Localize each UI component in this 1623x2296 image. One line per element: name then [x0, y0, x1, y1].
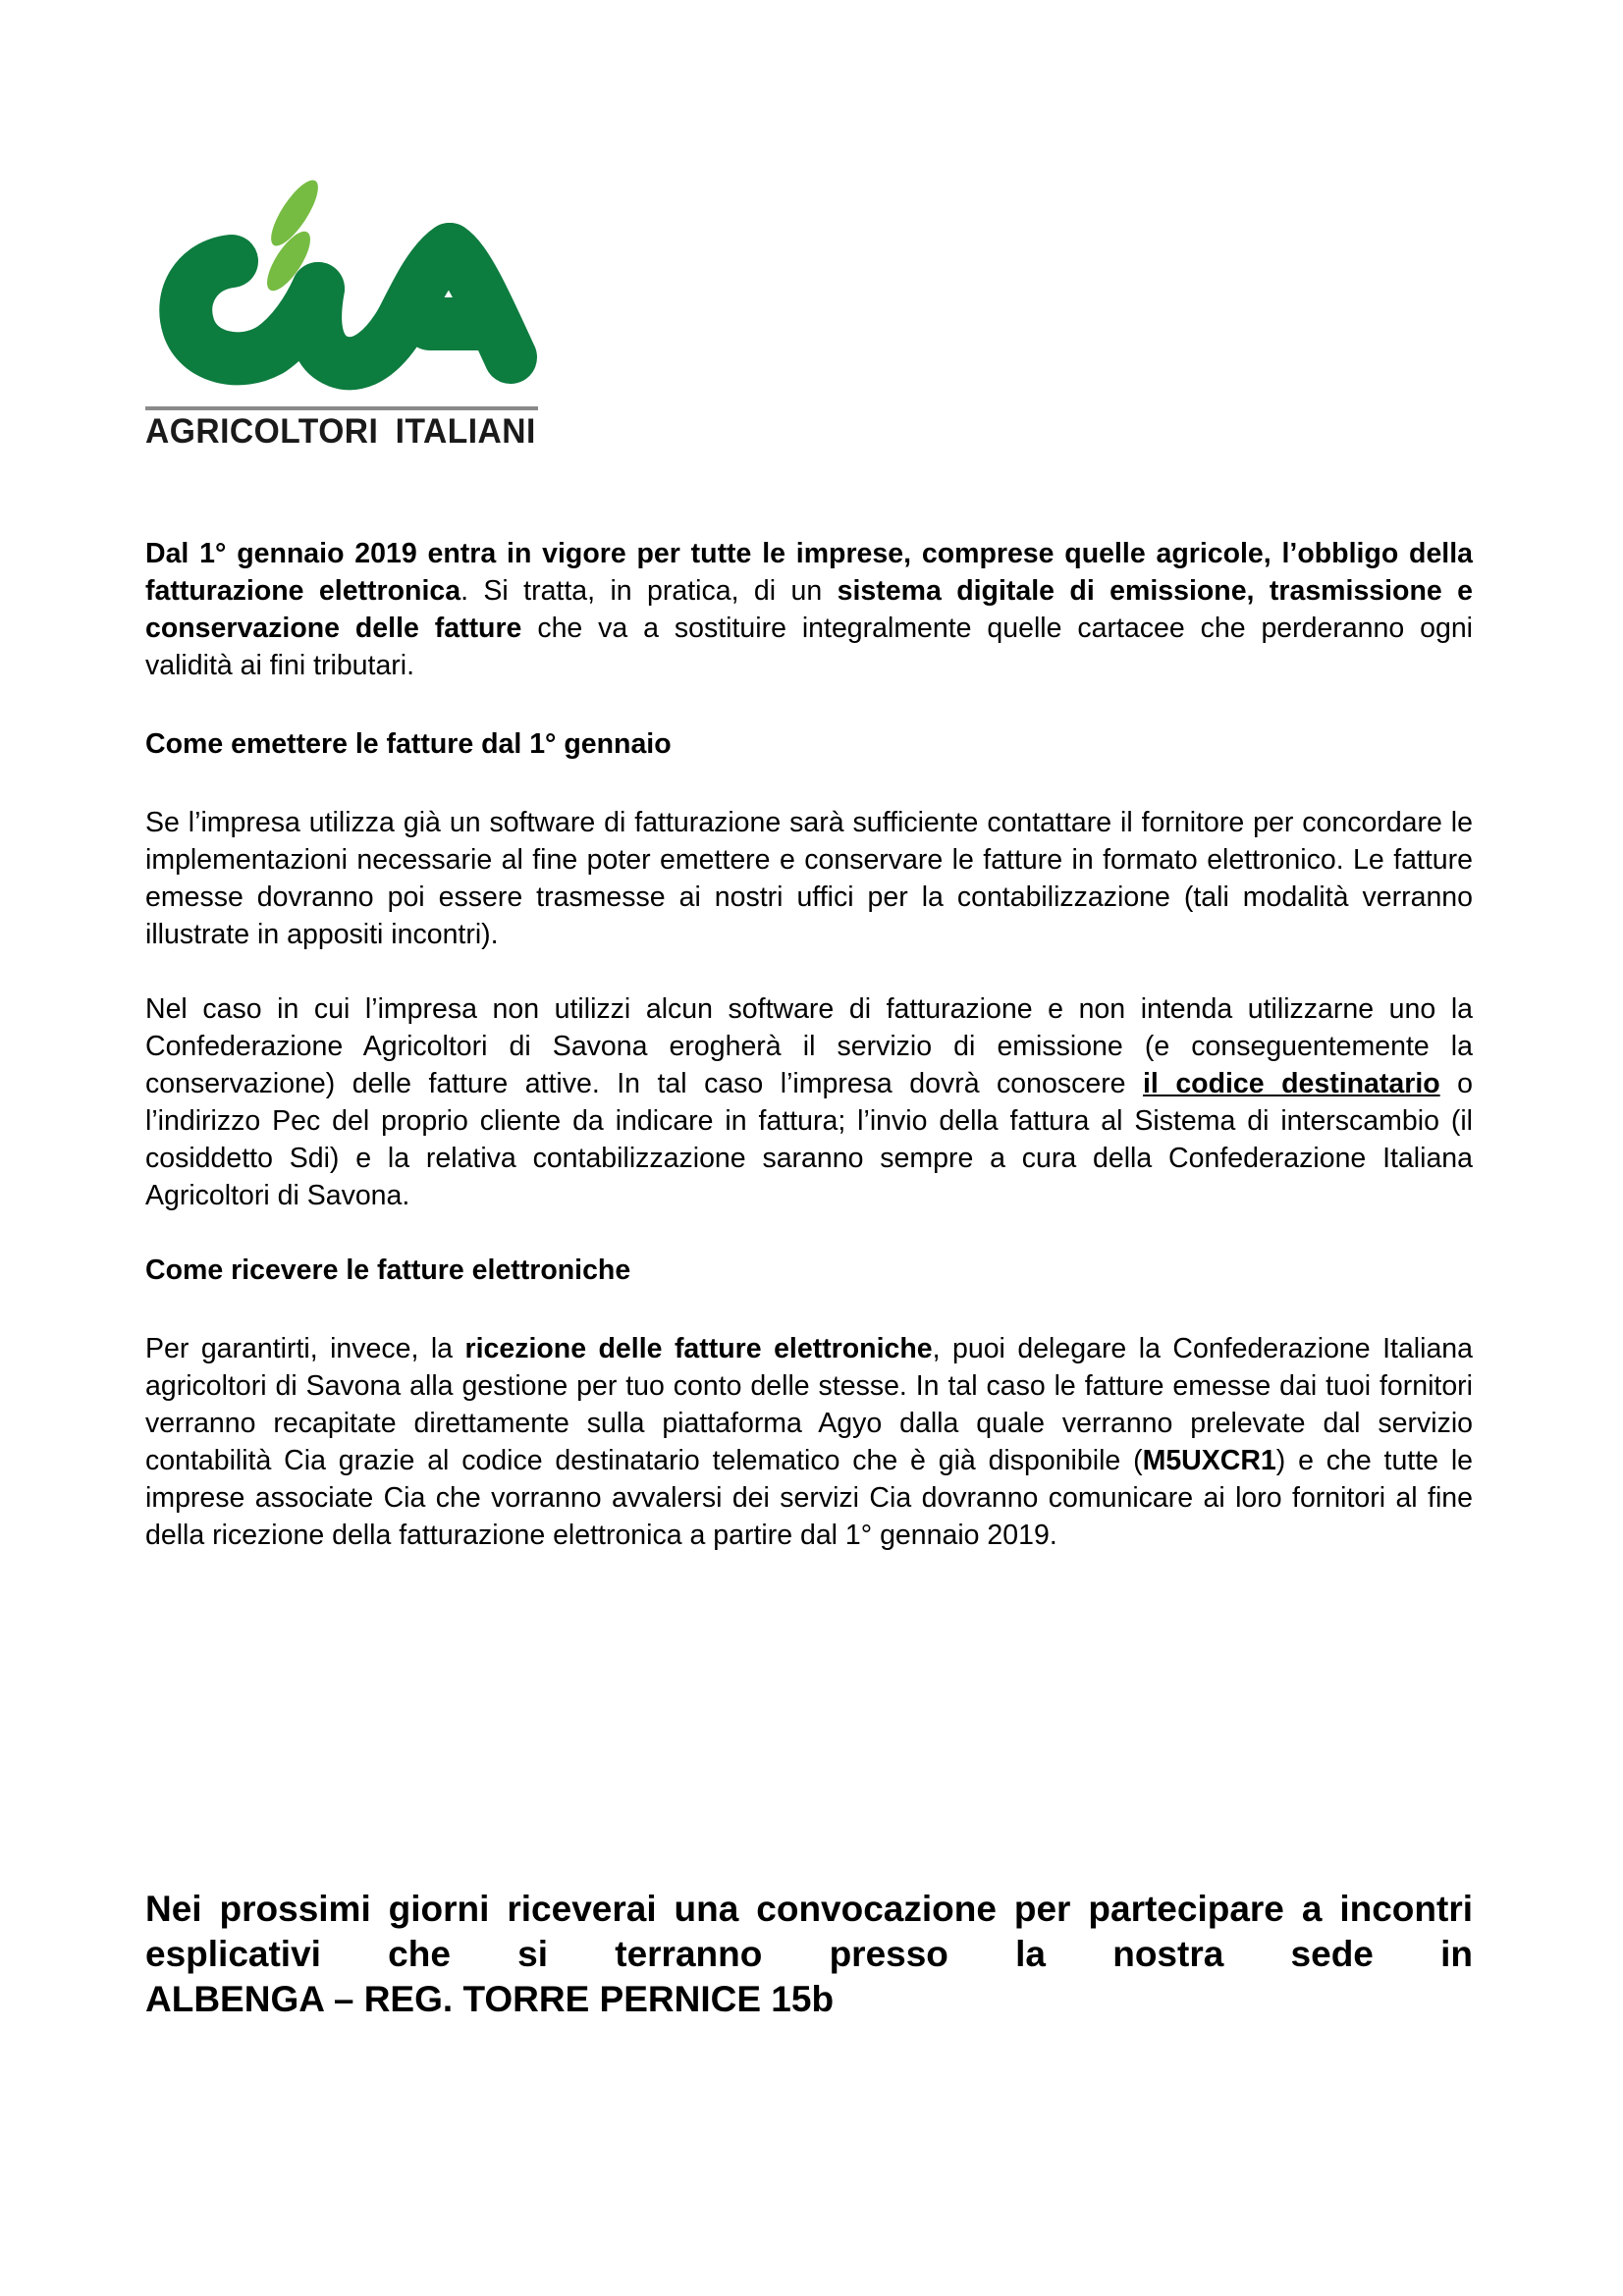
codice-destinatario-emphasis: il codice destinatario — [1143, 1068, 1440, 1099]
intro-bold-2: sistema digitale di emissione, trasmissione e conservazione delle fatture — [145, 575, 1473, 644]
spacer — [145, 953, 1473, 990]
spacer — [145, 1289, 1473, 1330]
body2-normal-2: o l’indirizzo Pec del proprio cliente da indicare in fattura; l’invio della fattura al Sistema di interscambio (il cosiddetto Sdi) e la relativa contabilizzazione saranno sempre a cura della Confederazione Italiana Agricoltori di Savona. — [145, 1068, 1473, 1211]
closing-block — [145, 1887, 1473, 2022]
body3-normal-2: , puoi delegare la Confederazione Italiana agricoltori di Savona alla gestione per tuo conto delle stesse. In tal caso le fatture emesse dai tuoi fornitori verranno recapitate direttamente sulla piattaforma Agyo dalla quale verranno prelevate dal servizio contabilità Cia grazie al codice destinatario telematico che è già disponibile ( — [145, 1333, 1473, 1476]
body3-normal-3: ) e che tutte le imprese associate Cia che vorranno avvalersi dei servizi Cia dovranno comunicare ai loro fornitori al fine della ricezione della fatturazione elettronica a partire dal 1° gennaio 2019. — [145, 1445, 1474, 1551]
ricezione-emphasis: ricezione delle fatture elettroniche — [464, 1333, 933, 1364]
closing-main-text: Nei prossimi giorni riceverai una convocazione per partecipare a incontri esplicativi che si terranno presso la nostra sede in — [145, 1889, 1473, 1974]
logo-divider-rule — [145, 406, 538, 410]
section-heading-ricevere: Come ricevere le fatture elettroniche — [145, 1255, 631, 1286]
body-paragraph-2 — [145, 990, 1473, 1214]
intro-normal-2: che va a sostituire integralmente quelle cartacee che perderanno ogni validità ai fini tributari. — [145, 613, 1474, 681]
body-paragraph-1: Se l’impresa utilizza già un software di fatturazione sarà sufficiente contattare il fornitore per concordare le implementazioni necessarie al fine poter emettere e conservare le fatture in formato elettronico. Le fatture emesse dovranno poi essere trasmesse ai nostri uffici per la contabilizzazione (tali modalità verranno illustrate in appositi incontri). — [145, 807, 1473, 950]
spacer — [145, 684, 1473, 725]
spacer — [145, 1214, 1473, 1252]
spacer — [145, 763, 1473, 804]
cia-logo-mark — [145, 175, 538, 402]
body2-normal-1: Nel caso in cui l’impresa non utilizzi alcun software di fatturazione e non intenda utilizzarne uno la Confederazione Agricoltori di Savona erogherà il servizio di emissione (e conseguentemente la conservazione) delle fatture attive. In tal caso l’impresa dovrà conoscere — [145, 993, 1473, 1099]
codice-destinatario-value: M5UXCR1 — [1142, 1445, 1276, 1476]
body-paragraph-3 — [145, 1330, 1473, 1554]
closing-paragraph — [145, 1887, 1473, 2022]
body3-normal-1: Per garantirti, invece, la — [145, 1333, 465, 1364]
document-body — [145, 535, 1473, 1554]
cia-logo — [145, 175, 558, 451]
intro-bold-1: Dal 1° gennaio 2019 entra in vigore per tutte le imprese, comprese quelle agricole, l’obbligo della fatturazione elettronica — [145, 538, 1473, 607]
intro-paragraph — [145, 535, 1473, 684]
closing-venue: ALBENGA – REG. TORRE PERNICE 15b — [145, 1979, 835, 2019]
logo-letters — [186, 249, 511, 363]
section-heading-emettere: Come emettere le fatture dal 1° gennaio — [145, 728, 672, 760]
intro-normal-1: . Si tratta, in pratica, di un — [460, 575, 838, 607]
logo-wordmark-agricoltori: AGRICOLTORI — [145, 412, 379, 451]
logo-wordmark-italiani: ITALIANI — [395, 412, 536, 451]
logo-wordmark — [145, 412, 536, 452]
